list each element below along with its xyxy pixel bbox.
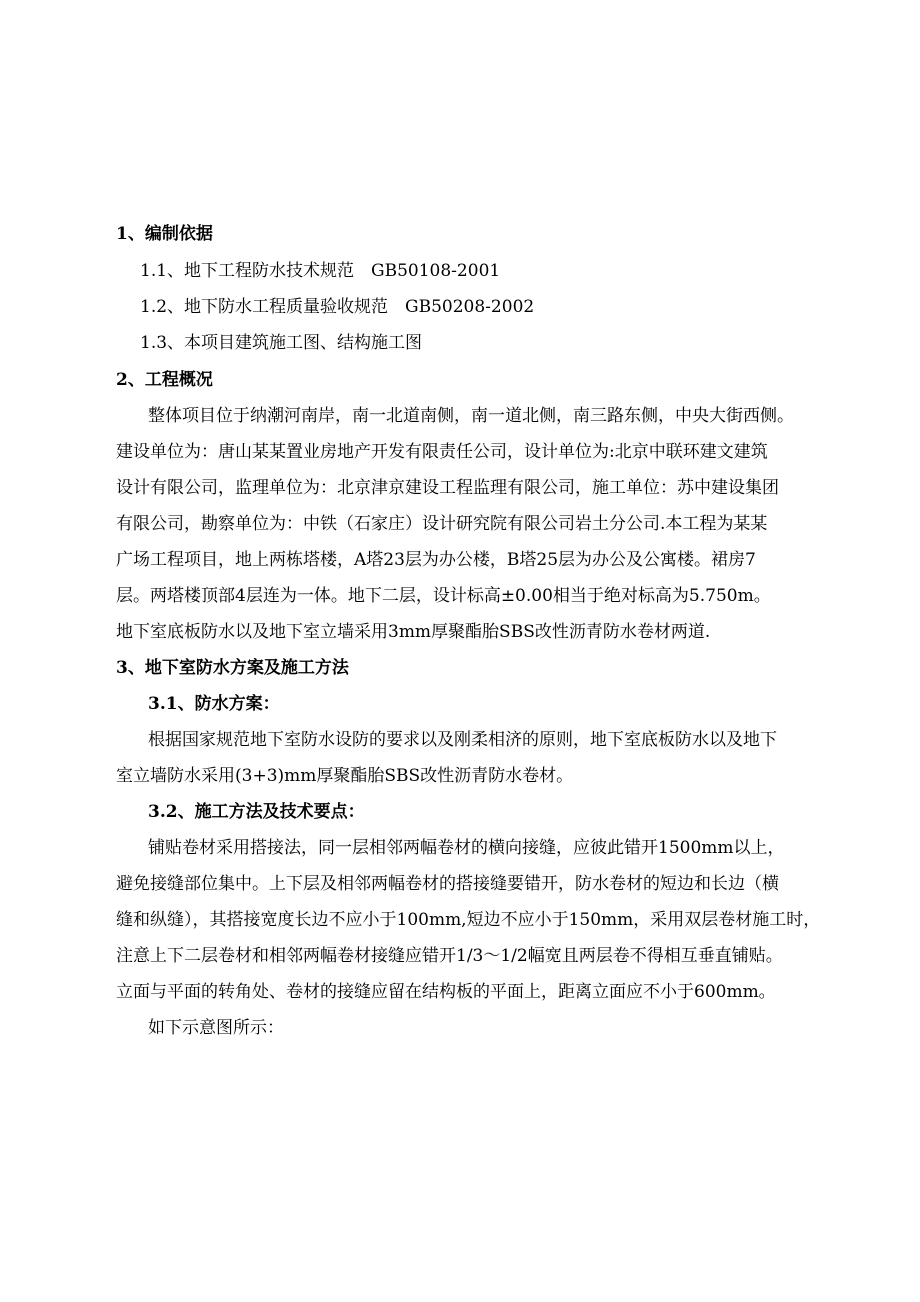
section-2-line-5: 广场工程项目，地上两栋塔楼，A塔23层为办公楼，B塔25层为办公及公寓楼。裙房7 <box>116 550 756 570</box>
section-1-item-2: 1.2、地下防水工程质量验收规范 GB50208-2002 <box>140 297 535 317</box>
section-2-line-6: 层。两塔楼顶部4层连为一体。地下二层，设计标高±0.00相当于绝对标高为5.750m。 <box>116 586 771 606</box>
section-3-2-line-4: 注意上下二层卷材和相邻两幅卷材接缝应错开1/3～1/2幅宽且两层卷不得相互垂直铺贴。 <box>116 946 783 966</box>
section-2-line-1: 整体项目位于纳潮河南岸，南一北道南侧，南一道北侧，南三路东侧，中央大街西侧。 <box>148 406 794 426</box>
section-3-2-line-1: 铺贴卷材采用搭接法，同一层相邻两幅卷材的横向接缝，应彼此错开1500mm以上， <box>148 838 785 858</box>
section-3-heading: 3、地下室防水方案及施工方法 <box>116 658 349 678</box>
section-1-item-3: 1.3、本项目建筑施工图、结构施工图 <box>140 333 423 353</box>
section-3-1-line-2: 室立墙防水采用(3+3)mm厚聚酯胎SBS改性沥青防水卷材。 <box>116 766 574 786</box>
section-2-line-4: 有限公司，勘察单位为：中铁（石家庄）设计研究院有限公司岩土分公司.本工程为某某 <box>116 514 768 534</box>
section-1-item-1: 1.1、地下工程防水技术规范 GB50108-2001 <box>140 261 501 281</box>
section-3-2-line-2: 避免接缝部位集中。上下层及相邻两幅卷材的搭接缝要错开，防水卷材的短边和长边（横 <box>116 874 779 894</box>
section-3-1-line-1: 根据国家规范地下室防水设防的要求以及刚柔相济的原则，地下室底板防水以及地下 <box>148 730 777 750</box>
section-2-line-7: 地下室底板防水以及地下室立墙采用3mm厚聚酯胎SBS改性沥青防水卷材两道. <box>116 622 711 642</box>
section-2-line-3: 设计有限公司，监理单位为：北京津京建设工程监理有限公司，施工单位：苏中建设集团 <box>116 478 779 498</box>
section-2-line-2: 建设单位为：唐山某某置业房地产开发有限责任公司，设计单位为:北京中联环建文建筑 <box>116 442 768 462</box>
section-3-2-line-6: 如下示意图所示： <box>148 1018 284 1038</box>
section-3-2-line-5: 立面与平面的转角处、卷材的接缝应留在结构板的平面上，距离立面应不小于600mm。 <box>116 982 776 1002</box>
section-3-1-heading: 3.1、防水方案： <box>148 694 280 714</box>
section-2-heading: 2、工程概况 <box>116 370 213 390</box>
section-3-2-line-3: 缝和纵缝），其搭接宽度长边不应小于100mm,短边不应小于150mm，采用双层卷材施工时， <box>116 910 821 930</box>
section-1-heading: 1、编制依据 <box>116 224 213 244</box>
section-3-2-heading: 3.2、施工方法及技术要点： <box>148 802 365 822</box>
